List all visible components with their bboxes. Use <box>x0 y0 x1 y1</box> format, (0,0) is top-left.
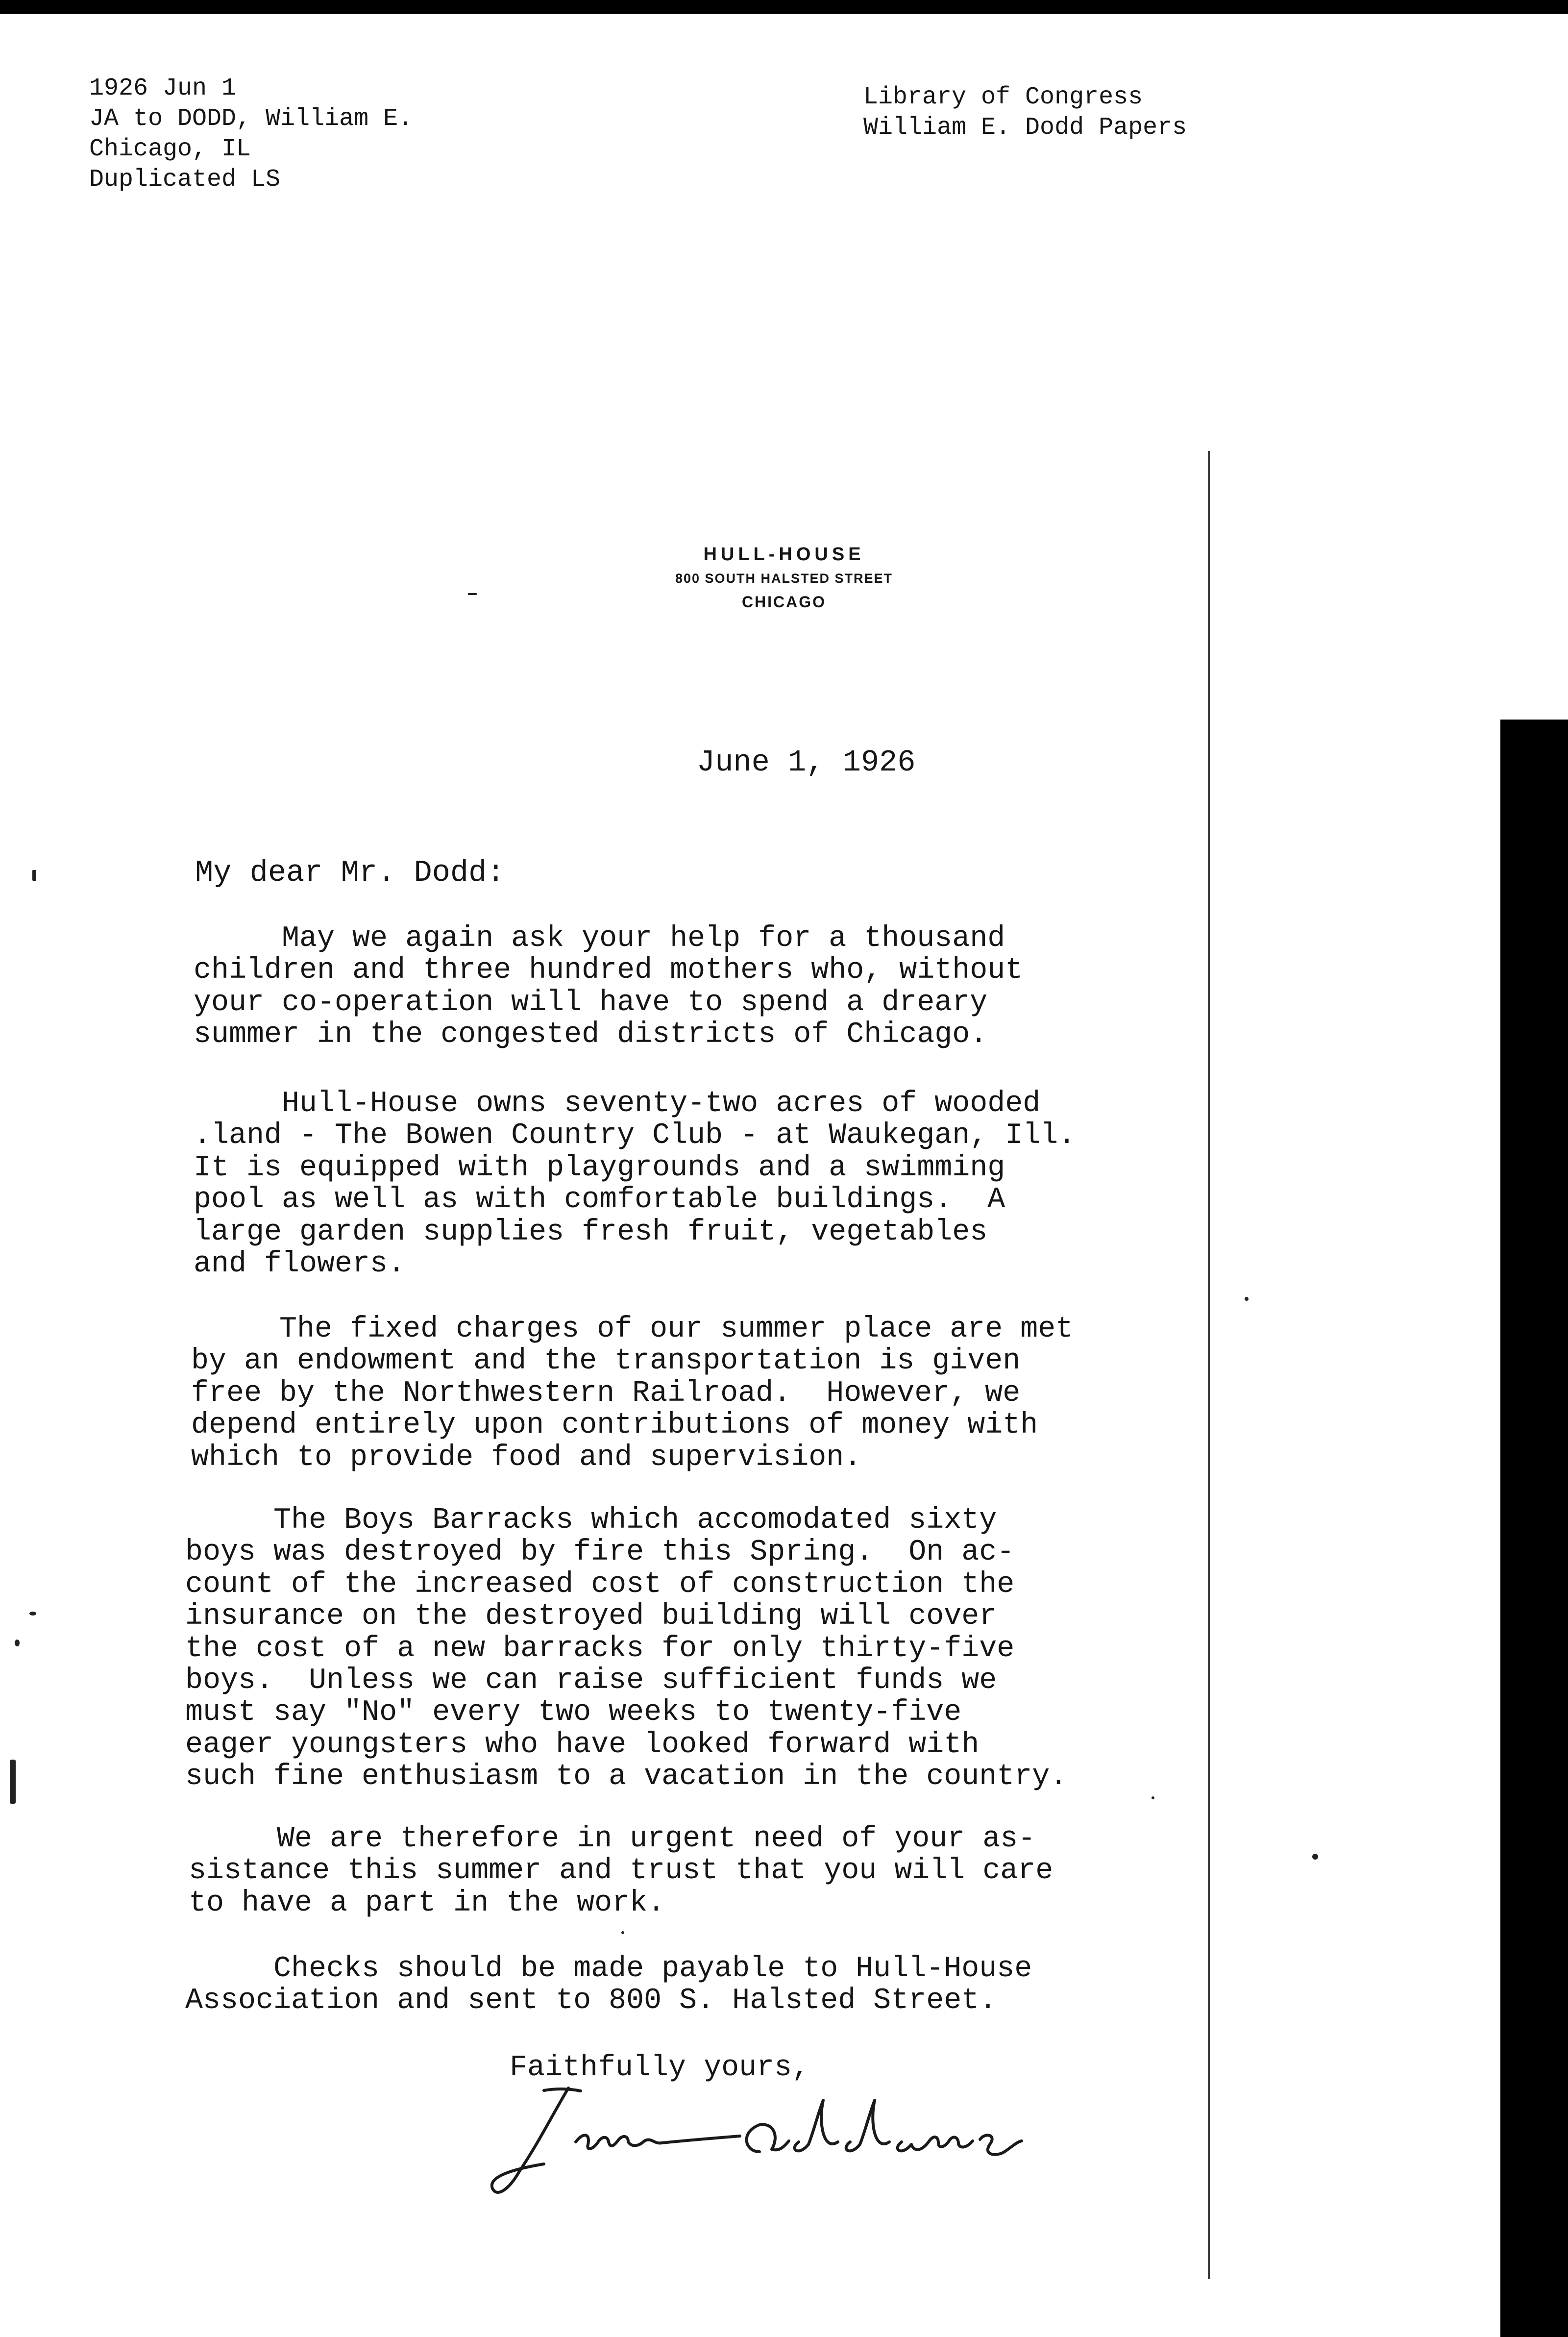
paragraph-funding: The fixed charges of our summer place are met by an endowment and the transportation is given free by the Northwestern Railroad. However, we depend entirely upon contributions of money with which to provide food and supervision. <box>191 1313 1074 1474</box>
letterhead <box>490 544 1078 611</box>
scan-top-border <box>0 0 1568 14</box>
scan-speck <box>32 870 36 881</box>
meta-doc-type: Duplicated LS <box>89 166 281 194</box>
closing: Faithfully yours, <box>510 2051 810 2085</box>
page-edge-line <box>1208 451 1210 2279</box>
meta-place: Chicago, IL <box>89 135 251 163</box>
paragraph-request: May we again ask your help for a thousand children and three hundred mothers who, without your co-operation will have to spend a dreary summer in the congested districts of Chicago. <box>194 922 1023 1052</box>
paragraph-country-club: Hull-House owns seventy-two acres of wooded .land - The Bowen Country Club - at Waukegan, Ill. It is equipped with playgrounds and a swimming pool as well as with comfortable buildings. A large garden supplies fresh fruit, vegetables and flowers. <box>194 1087 1076 1281</box>
meta-collection: William E. Dodd Papers <box>863 114 1187 142</box>
scan-speck <box>29 1612 36 1616</box>
scan-speck <box>621 1931 624 1934</box>
archive-metadata <box>89 74 413 195</box>
scan-speck <box>15 1640 20 1646</box>
scan-speck <box>1312 1854 1318 1860</box>
paragraph-appeal: We are therefore in urgent need of your as- sistance this summer and trust that you will care to have a part in the work. <box>189 1822 1054 1920</box>
letterhead-name: HULL-HOUSE <box>703 544 865 565</box>
paragraph-checks: Checks should be made payable to Hull-House Association and sent to 800 S. Halsted Street. <box>185 1952 1032 2018</box>
paragraph-barracks: The Boys Barracks which accomodated sixty boys was destroyed by fire this Spring. On ac- count of the increased cost of construction the insurance on the destroyed building will cover the cost of a new barracks for only thirty-five boys. Unless we can raise sufficient funds we must say "No" every two weeks to twenty-five eager youngsters who have looked forward with such fine enthusiasm to a vacation in the country. <box>185 1504 1068 1794</box>
scan-speck <box>10 1760 16 1804</box>
letterhead-city: CHICAGO <box>741 593 827 611</box>
signature-image <box>485 2078 1088 2201</box>
collection-metadata <box>863 82 1187 143</box>
scan-right-edge <box>1500 720 1568 2337</box>
letter-date: June 1, 1926 <box>697 745 916 780</box>
scan-speck <box>468 593 477 595</box>
scan-speck <box>1152 1796 1154 1799</box>
scan-speck <box>1245 1297 1249 1301</box>
meta-date: 1926 Jun 1 <box>89 75 237 102</box>
meta-correspondents: JA to DODD, William E. <box>89 105 413 133</box>
meta-repository: Library of Congress <box>863 83 1143 111</box>
salutation: My dear Mr. Dodd: <box>195 855 505 890</box>
letterhead-street: 800 SOUTH HALSTED STREET <box>675 571 893 586</box>
